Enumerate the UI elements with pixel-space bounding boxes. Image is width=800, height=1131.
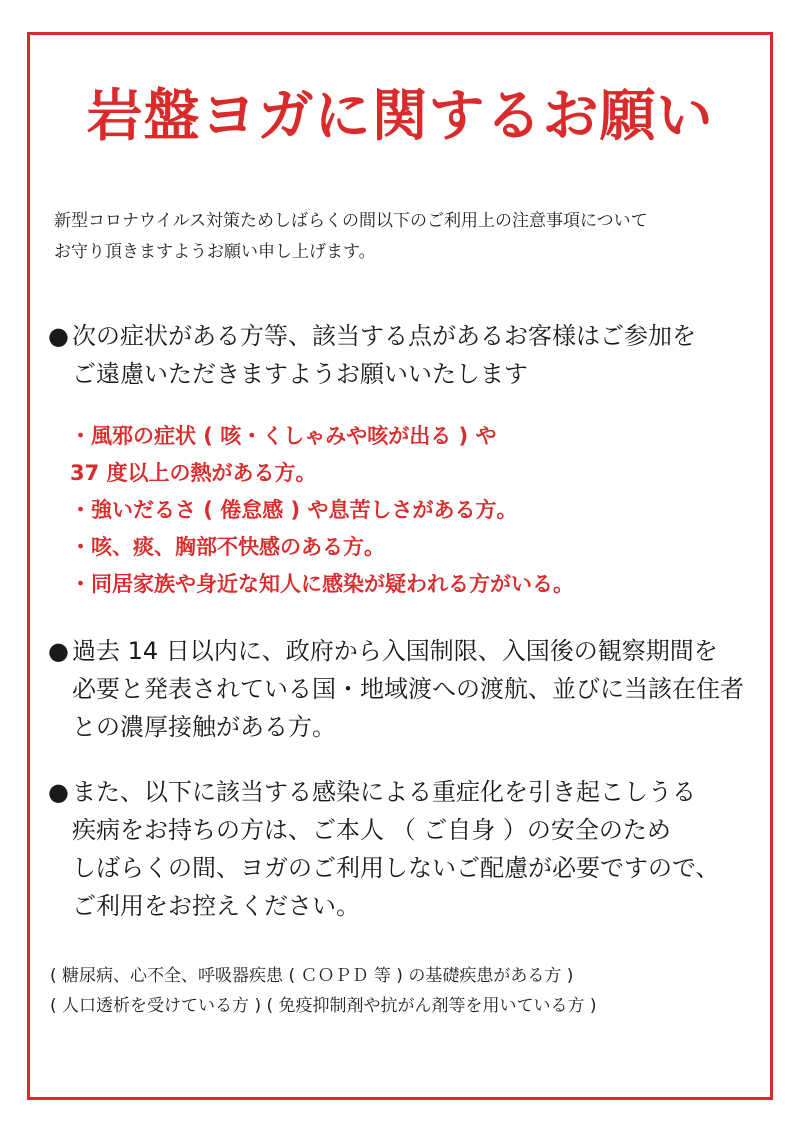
note-line: ( 糖尿病、心不全、呼吸器疾患 ( ＣＯＰＤ 等 ) の基礎疾患がある方 ) [50, 966, 574, 986]
condition-notes [50, 961, 770, 1021]
underlying-condition-notice [48, 773, 768, 925]
notice-line: 必要と発表されている国・地域渡への渡航、並びに当該在住者 [72, 675, 744, 703]
travel-notice [48, 632, 768, 746]
notice-line: また、以下に該当する感染による重症化を引き起こしうる [72, 778, 696, 806]
bullet-dot-icon: ● [48, 322, 69, 350]
symptom-notice [48, 317, 768, 393]
list-item: ・強いだるさ ( 倦怠感 ) や息苦しさがある方。 [70, 498, 518, 522]
intro-line: 新型コロナウイルス対策ためしばらくの間以下のご利用上の注意事項について [54, 211, 648, 231]
notice-line: ご利用をお控えください。 [72, 892, 360, 920]
notice-line: 次の症状がある方等、該当する点があるお客様はご参加を [72, 322, 696, 350]
list-item: ・咳、痰、胸部不快感のある方。 [70, 535, 385, 559]
intro-text [54, 206, 754, 268]
notice-line: しばらくの間、ヨガのご利用しないご配慮が必要ですので、 [72, 854, 720, 882]
symptom-list [70, 418, 750, 603]
bullet-dot-icon: ● [48, 637, 69, 665]
bullet-dot-icon: ● [48, 778, 69, 806]
list-item: ・風邪の症状 ( 咳・くしゃみや咳が出る ) や [70, 424, 497, 448]
list-item: ・同居家族や身近な知人に感染が疑われる方がいる。 [70, 572, 574, 596]
list-item: 37 度以上の熱がある方。 [70, 461, 317, 485]
notice-line: ご遠慮いただきますようお願いいたします [72, 360, 528, 388]
notice-line: 過去 14 日以内に、政府から入国制限、入国後の観察期間を [72, 637, 718, 665]
note-line: ( 人口透析を受けている方 ) ( 免疫抑制剤や抗がん剤等を用いている方 ) [50, 996, 597, 1016]
page-title: 岩盤ヨガに関するお願い [86, 84, 714, 149]
notice-line: 疾病をお持ちの方は、ご本人 （ ご自身 ）の安全のため [72, 816, 671, 844]
notice-line: との濃厚接触がある方。 [72, 713, 336, 741]
intro-line: お守り頂きますようお願い申し上げます。 [54, 242, 376, 262]
